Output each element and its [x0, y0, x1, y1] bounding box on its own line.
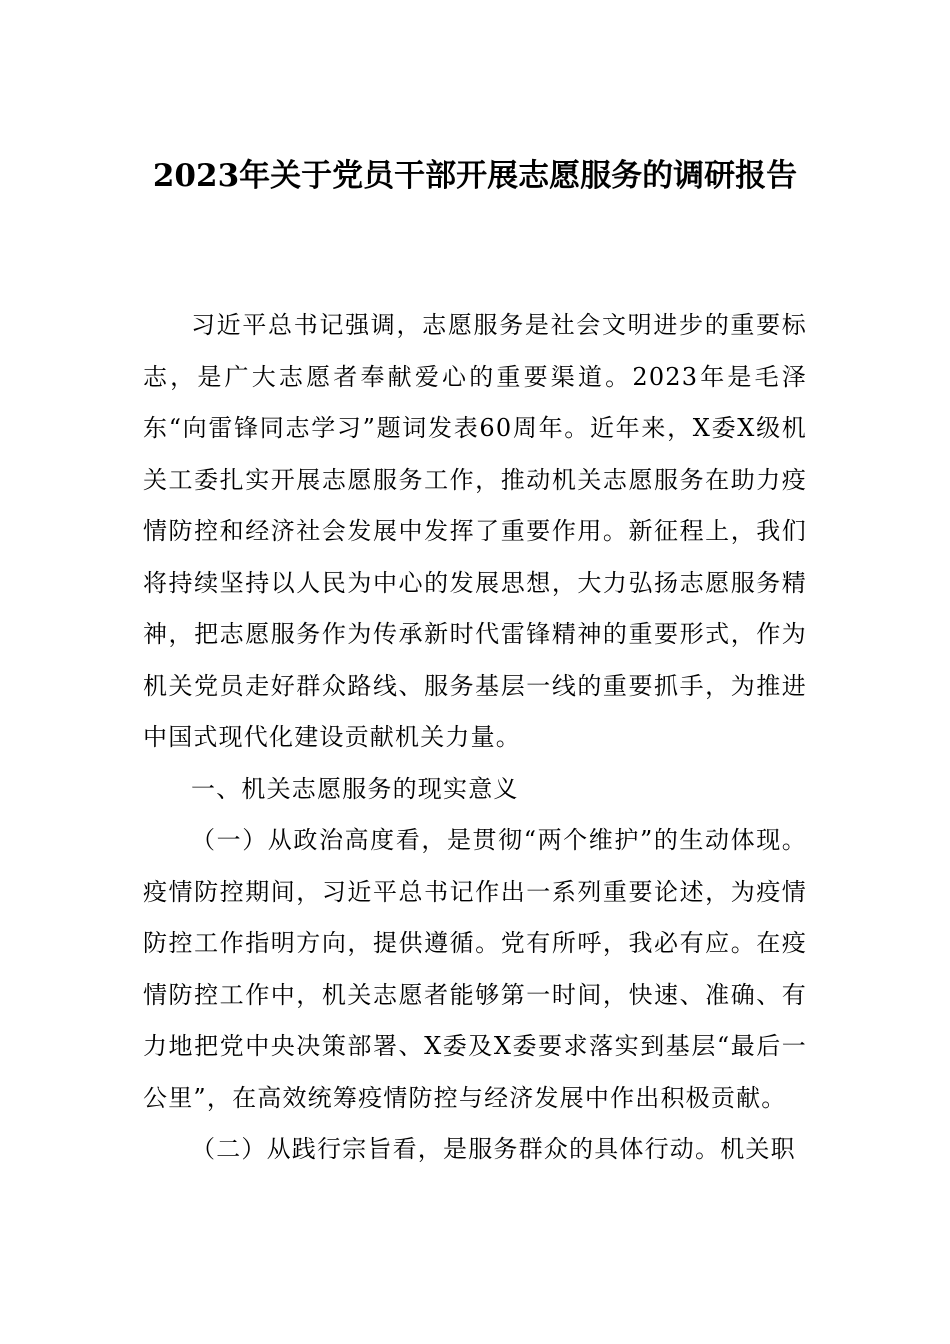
- document-title: 2023年关于党员干部开展志愿服务的调研报告: [152, 158, 798, 194]
- section-heading-1: 一、机关志愿服务的现实意义: [191, 774, 519, 803]
- paragraph-intro: 习近平总书记强调，志愿服务是社会文明进步的重要标志，是广大志愿者奉献爱心的重要渠道。2023年是毛泽东“向雷锋同志学习”题词发表60周年。近年来，X委X级机关工委扎实开展志愿服务工作，推动机关志愿服务在助力疫情防控和经济社会发展中发挥了重要作用。新征程上，我们将持续坚持以人民为中心的发展思想，大力弘扬志愿服务精神，把志愿服务作为传承新时代雷锋精神的重要形式，作为机关党员走好群众路线、服务基层一线的重要抓手，为推进中国式现代化建设贡献机关力量。: [143, 311, 807, 751]
- document-body: [143, 300, 807, 1176]
- paragraph-serving-purpose: （二）从践行宗旨看，是服务群众的具体行动。机关职: [191, 1135, 796, 1163]
- paragraph-political-height: （一）从政治高度看，是贯彻“两个维护”的生动体现。疫情防控期间，习近平总书记作出一系列重要论述，为疫情防控工作指明方向，提供遵循。党有所呼，我必有应。在疫情防控工作中，机关志愿者能够第一时间，快速、准确、有力地把党中央决策部署、X委及X委要求落实到基层“最后一公里”，在高效统筹疫情防控与经济发展中作出积极贡献。: [143, 826, 807, 1112]
